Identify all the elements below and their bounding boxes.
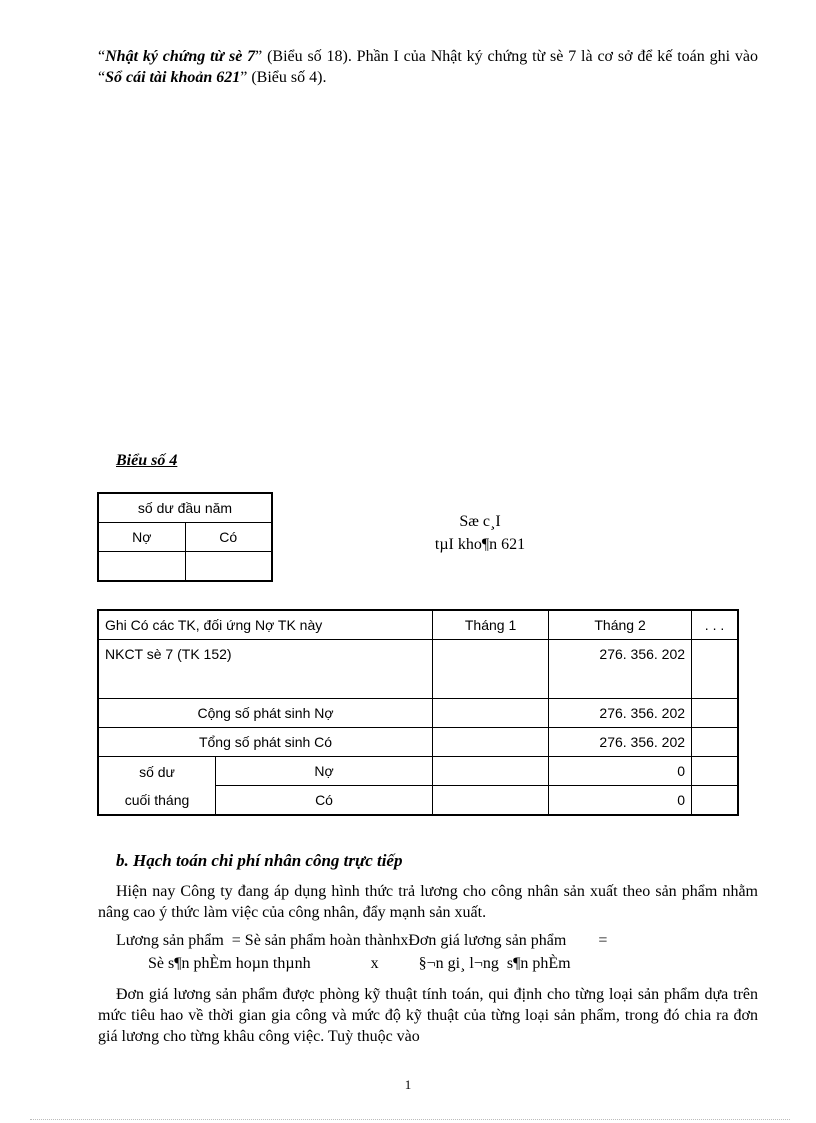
closing-credit-more — [692, 786, 738, 816]
opening-balance-title: số dư đầu năm — [98, 493, 272, 523]
intro-text-2: ” (Biểu số 4). — [240, 69, 327, 86]
page-number: 1 — [404, 1077, 412, 1092]
closing-debit-month-1 — [433, 757, 549, 786]
wage-formula-line2: Sè s¶n phÈm hoµn thµnh x §¬n gi¸ l¬ng s¶n phÈm — [148, 955, 571, 972]
row-credit-total-label: Tổng số phát sinh Có — [98, 728, 433, 757]
opening-credit-value — [185, 552, 272, 582]
closing-debit-label: Nợ — [216, 757, 433, 786]
header-accounts: Ghi Có các TK, đối ứng Nợ TK này — [98, 610, 433, 640]
opening-balance-table — [97, 492, 273, 582]
intro-ledger-ref: Sổ cái tài khoản 621 — [105, 69, 241, 86]
header-more: . . . — [692, 610, 738, 640]
row-nkct-more — [692, 640, 738, 699]
ledger-title-line1: Sæ c¸I — [459, 513, 501, 530]
closing-balance-line2: cuối tháng — [124, 791, 190, 808]
form-label: Biểu số 4 — [116, 452, 178, 469]
intro-paragraph — [98, 46, 758, 88]
unit-price-paragraph: Đơn giá lương sản phẩm được phòng kỹ thuật tính toán, qui định cho từng loại sản phẩm dựa trên mức tiêu hao về thời gian gia công và mức độ kỹ thuật của từng loại sản phẩm, trong đó chia ra đơn giá lương cho từng khâu công việc. Tuỳ thuộc vào — [98, 986, 758, 1045]
wage-formula-line1: Lương sản phẩm = Sè sản phẩm hoàn thànhxĐơn giá lương sản phẩm = — [116, 932, 608, 949]
page-footer-rule — [30, 1119, 790, 1120]
row-nkct-month-2: 276. 356. 202 — [549, 640, 692, 699]
intro-quote: “ — [98, 48, 106, 65]
closing-debit-more — [692, 757, 738, 786]
row-nkct-month-1 — [433, 640, 549, 699]
row-debit-total-month-1 — [433, 699, 549, 728]
closing-balance-label — [98, 757, 216, 816]
row-debit-total-label: Cộng số phát sinh Nợ — [98, 699, 433, 728]
opening-debit-value — [98, 552, 185, 582]
ledger-title-line2: tµI kho¶n 621 — [434, 536, 526, 553]
closing-credit-month-1 — [433, 786, 549, 816]
ledger-table — [97, 609, 739, 816]
header-month-1: Tháng 1 — [433, 610, 549, 640]
row-credit-total-month-2: 276. 356. 202 — [549, 728, 692, 757]
closing-credit-month-2: 0 — [549, 786, 692, 816]
intro-text-1: ” (Biểu số 18). Phần I của Nhật ký chứng từ sè 7 là cơ sở để kế toán ghi vào “ — [98, 48, 759, 86]
ledger-title — [380, 510, 580, 556]
intro-journal-ref: Nhật ký chứng từ sè 7 — [105, 48, 256, 65]
row-credit-total-more — [692, 728, 738, 757]
row-debit-total-more — [692, 699, 738, 728]
closing-credit-label: Có — [216, 786, 433, 816]
closing-balance-line1: số dư — [139, 763, 175, 780]
opening-credit-header: Có — [185, 523, 272, 552]
opening-debit-header: Nợ — [98, 523, 185, 552]
row-credit-total-month-1 — [433, 728, 549, 757]
row-debit-total-month-2: 276. 356. 202 — [549, 699, 692, 728]
closing-debit-month-2: 0 — [549, 757, 692, 786]
header-month-2: Tháng 2 — [549, 610, 692, 640]
wage-paragraph: Hiện nay Công ty đang áp dụng hình thức trả lương cho công nhân sản xuất theo sản phẩm nhằm nâng cao ý thức làm việc của công nhân, đẩy mạnh sản xuất. — [98, 883, 758, 921]
row-nkct-label: NKCT sè 7 (TK 152) — [98, 640, 433, 699]
section-heading-b: b. Hạch toán chi phí nhân công trực tiếp — [116, 851, 403, 870]
